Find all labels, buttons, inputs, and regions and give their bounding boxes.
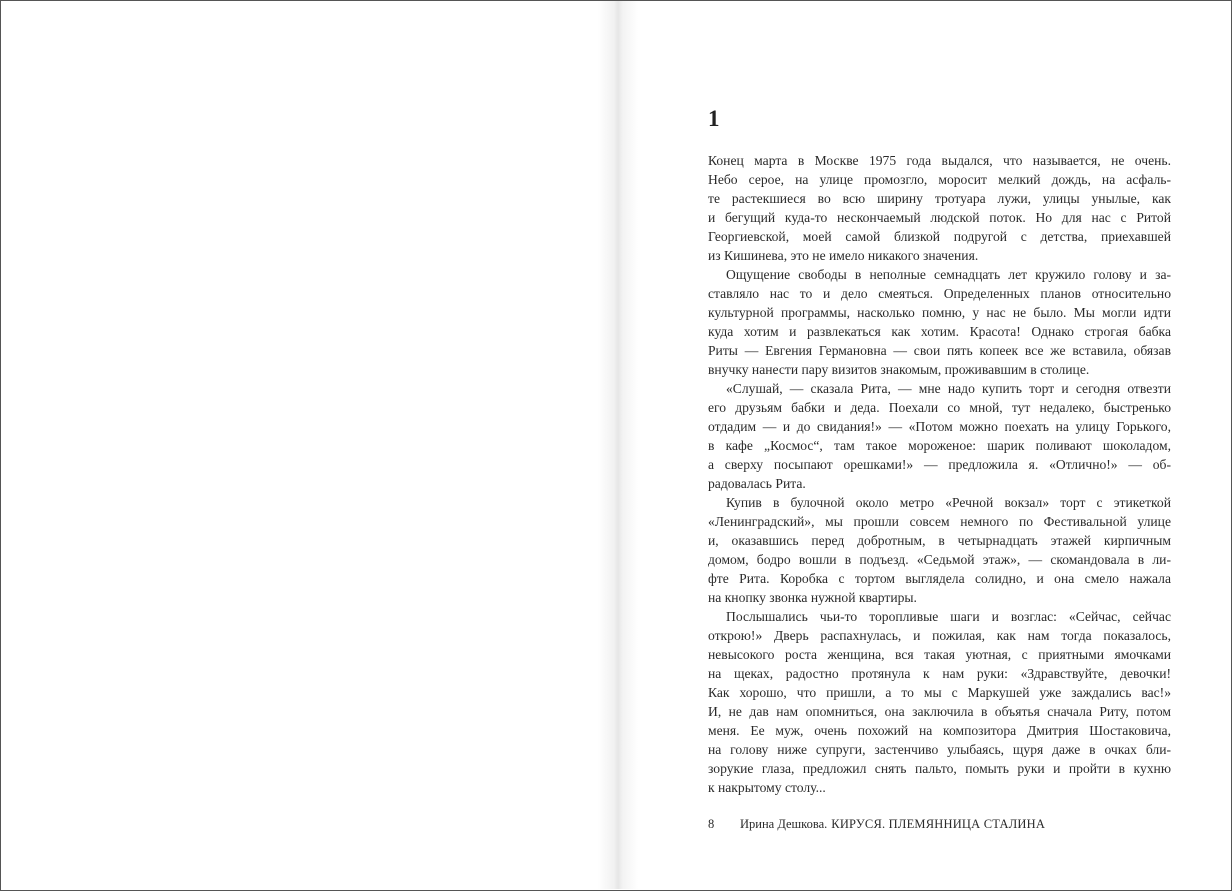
text-line: к накрытому столу...	[708, 780, 826, 795]
text-line: Конец марта в Москве 1975 года выдался, что называется, не очень.	[708, 153, 1171, 168]
text-line: Небо серое, на улице промозгло, моросит мелкий дождь, на асфаль-	[708, 172, 1171, 187]
text-line: и, оказавшись перед добротным, в четырнадцать этажей кирпичным	[708, 533, 1171, 548]
text-line: «Ленинградский», мы прошли совсем немного по Фестивальной улице	[708, 514, 1171, 529]
text-line: фте Рита. Коробка с тортом выглядела солидно, и она смело нажала	[708, 571, 1171, 586]
text-line: а сверху посыпают орешками!» — предложила я. «Отлично!» — об-	[708, 457, 1171, 472]
text-line: ставляло нас то и дело смеяться. Определенных планов относительно	[708, 286, 1171, 301]
text-line: Как хорошо, что пришли, а то мы с Маркушей уже заждались вас!»	[708, 685, 1171, 700]
text-line: на голову ниже супруги, застенчиво улыбаясь, щуря даже в очках бли-	[708, 742, 1171, 757]
text-line: и бегущий куда-то нескончаемый людской поток. Но для нас с Ритой	[708, 210, 1171, 225]
paragraph	[708, 493, 1171, 607]
text-line: невысокого роста женщина, вся такая уютная, с приятными ямочками	[708, 647, 1171, 662]
text-line: И, не дав нам опомниться, она заключила в объятья сначала Риту, потом	[708, 704, 1171, 719]
text-line: на щеках, радостно протянула к нам руки: «Здравствуйте, девочки!	[708, 666, 1171, 681]
chapter-number: 1	[708, 106, 720, 131]
text-line: «Слушай, — сказала Рита, — мне надо купить торт и сегодня отвезти	[726, 381, 1171, 396]
text-line: меня. Ее муж, очень похожий на композитора Дмитрия Шостаковича,	[708, 723, 1171, 738]
text-line: внучку нанести пару визитов знакомым, проживавшим в столице.	[708, 362, 1090, 377]
footer-book-title: КИРУСЯ. ПЛЕМЯННИЦА СТАЛИНА	[831, 817, 1046, 831]
text-line: Послышались чьи-то торопливые шаги и возглас: «Сейчас, сейчас	[726, 609, 1171, 624]
text-line: куда хотим и развлекаться как хотим. Красота! Однако строгая бабка	[708, 324, 1171, 339]
text-line: Риты — Евгения Германовна — свои пять копеек все же вставила, обязав	[708, 343, 1171, 358]
text-line: на кнопку звонка нужной квартиры.	[708, 590, 917, 605]
text-line: Ощущение свободы в неполные семнадцать лет кружило голову и за-	[726, 267, 1171, 282]
body-text	[708, 151, 1171, 797]
text-line: Купив в булочной около метро «Речной вокзал» торт с этикеткой	[726, 495, 1171, 510]
text-line: зорукие глаза, предложил снять пальто, помыть руки и пройти в кухню	[708, 761, 1171, 776]
page-footer	[708, 817, 1045, 832]
text-line: культурной программы, насколько помню, у нас не было. Мы могли идти	[708, 305, 1171, 320]
footer-author: Ирина Дешкова.	[740, 817, 828, 831]
text-line: открою!» Дверь распахнулась, и пожилая, как нам тогда показалось,	[708, 628, 1171, 643]
text-line: отдадим — и до свидания!» — «Потом можно поехать на улицу Горького,	[708, 419, 1171, 434]
paragraph	[708, 265, 1171, 379]
book-gutter	[598, 1, 638, 889]
paragraph	[708, 379, 1171, 493]
paragraph	[708, 607, 1171, 797]
text-line: в кафе „Космос“, там такое мороженое: шарик поливают шоколадом,	[708, 438, 1171, 453]
page-number: 8	[708, 817, 715, 831]
text-line: его друзьям бабки и деда. Поехали со мной, тут недалеко, быстренько	[708, 400, 1171, 415]
left-page-blank	[1, 1, 612, 889]
text-line: Георгиевской, моей самой близкой подругой с детства, приехавшей	[708, 229, 1171, 244]
text-line: домом, бодро вошли в подъезд. «Седьмой этаж», — скомандовала в ли-	[708, 552, 1171, 567]
text-line: из Кишинева, это не имело никакого значения.	[708, 248, 979, 263]
paragraph	[708, 151, 1171, 265]
text-line: радовалась Рита.	[708, 476, 806, 491]
text-line: те растекшиеся во всю ширину тротуара лужи, улицы унылые, как	[708, 191, 1171, 206]
